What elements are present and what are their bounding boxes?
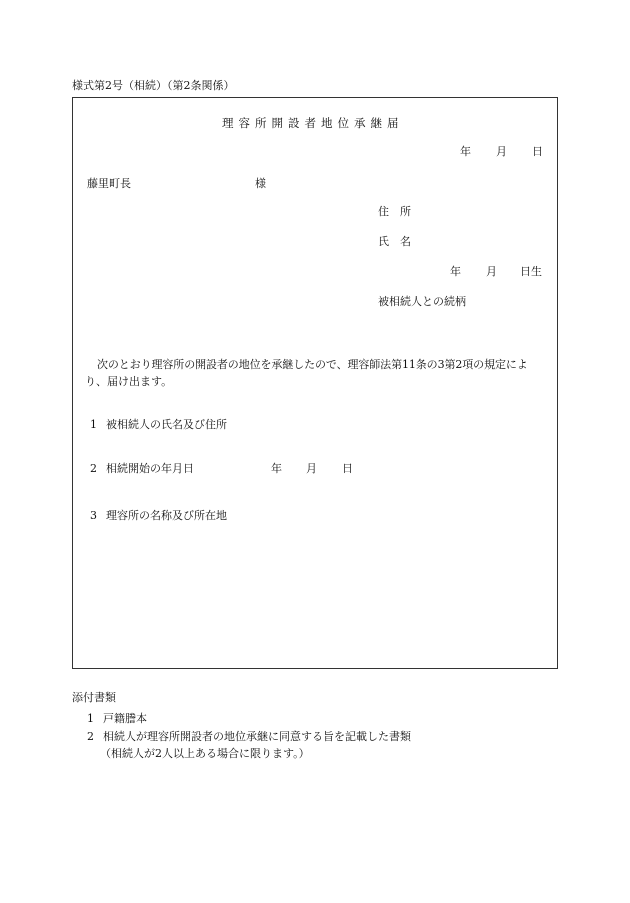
item-1-label: 被相続人の氏名及び住所	[106, 418, 227, 431]
relation-label: 被相続人との続柄	[378, 295, 466, 308]
item-1-number: 1	[90, 418, 97, 431]
item-2-year: 年	[271, 462, 282, 475]
addressee-honorific: 様	[255, 177, 266, 190]
addressee-name: 藤里町長	[87, 177, 131, 190]
attachment-1-text: 戸籍謄本	[103, 712, 147, 725]
item-2-number: 2	[90, 462, 97, 475]
address-label: 住 所	[378, 205, 411, 218]
item-3-label: 理容所の名称及び所在地	[106, 509, 227, 522]
attachment-1-number: 1	[87, 712, 94, 725]
date-day: 日	[532, 145, 543, 158]
body-paragraph	[87, 356, 555, 390]
name-label: 氏 名	[378, 235, 411, 248]
attachment-note: （相続人が2人以上ある場合に限ります。）	[100, 747, 310, 760]
item-2-day: 日	[342, 462, 353, 475]
form-title: 理容所開設者地位承継届	[222, 116, 404, 130]
attachment-2-number: 2	[87, 730, 94, 743]
birth-day: 日生	[520, 265, 542, 278]
attachments-heading: 添付書類	[72, 691, 116, 704]
body-line-1: 次のとおり理容所の開設者の地位を承継したので、理容師法第11条の3第2項の規定によ	[97, 358, 528, 371]
date-year: 年	[460, 145, 471, 158]
body-line-2: り、届け出ます。	[85, 375, 173, 388]
form-id: 様式第2号（相続）（第2条関係）	[72, 79, 235, 92]
birth-month: 月	[486, 265, 497, 278]
item-2-label: 相続開始の年月日	[106, 462, 194, 475]
attachment-2-text: 相続人が理容所開設者の地位承継に同意する旨を記載した書類	[103, 730, 411, 743]
date-month: 月	[496, 145, 507, 158]
item-2-month: 月	[306, 462, 317, 475]
birth-year: 年	[450, 265, 461, 278]
item-3-number: 3	[90, 509, 97, 522]
